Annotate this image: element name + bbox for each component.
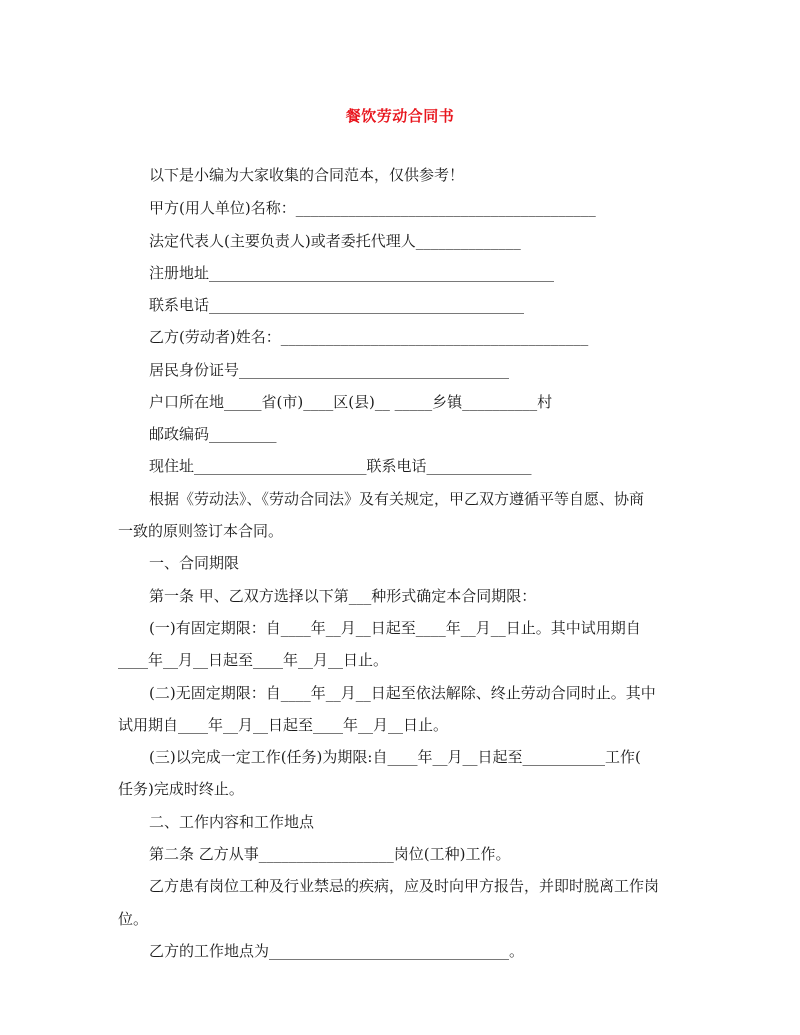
article-1: 第一条 甲、乙双方选择以下第___种形式确定本合同期限：	[149, 587, 537, 605]
fixed-term-option-line-2: ____年__月__日起至____年__月__日止。	[118, 651, 389, 669]
postal-code-field: 邮政编码_________	[149, 425, 277, 443]
current-address-field: 现住址_______________________联系电话______________	[149, 457, 532, 475]
id-number-field: 居民身份证号____________________________________	[149, 361, 510, 379]
illness-report-line-1: 乙方患有岗位工种及行业禁忌的疾病，应及时向甲方报告，并即时脱离工作岗	[149, 877, 660, 895]
open-term-option-line-2: 试用期自____年__月__日起至____年__月__日止。	[118, 716, 449, 734]
household-registration-field: 户口所在地_____省(市)____区(县)__ _____乡镇__________村	[149, 393, 553, 411]
registered-address-field: 注册地址______________________________________________	[149, 264, 555, 282]
intro-line: 以下是小编为大家收集的合同范本，仅供参考！	[149, 166, 465, 184]
party-b-name-field: 乙方(劳动者)姓名：_________________________________________	[149, 328, 589, 346]
section-heading-contract-term: 一、合同期限	[149, 554, 240, 572]
fixed-term-option-line-1: (一)有固定期限：自____年__月__日起至____年__月__日止。其中试用期自	[149, 619, 641, 637]
legal-representative-field: 法定代表人(主要负责人)或者委托代理人______________	[149, 232, 521, 250]
document-title: 餐饮劳动合同书	[345, 107, 455, 125]
preamble-paragraph-line-1: 根据《劳动法》、《劳动合同法》及有关规定，甲乙双方遵循平等自愿、协商	[149, 490, 645, 508]
open-term-option-line-1: (二)无固定期限：自____年__月__日起至依法解除、终止劳动合同时止。其中	[149, 684, 656, 702]
preamble-paragraph-line-2: 一致的原则签订本合同。	[118, 522, 284, 540]
task-term-option-line-2: 任务)完成时终止。	[118, 780, 244, 798]
work-location-field: 乙方的工作地点为________________________________。	[149, 942, 525, 960]
task-term-option-line-1: (三)以完成一定工作(任务)为期限:自____年__月__日起至___________工作(	[149, 748, 641, 766]
article-2: 第二条 乙方从事__________________岗位(工种)工作。	[149, 845, 511, 863]
party-a-phone-field: 联系电话__________________________________________	[149, 296, 525, 314]
illness-report-line-2: 位。	[118, 910, 149, 928]
section-heading-work-content: 二、工作内容和工作地点	[149, 813, 315, 831]
party-a-name-field: 甲方(用人单位)名称：________________________________________	[149, 199, 596, 217]
